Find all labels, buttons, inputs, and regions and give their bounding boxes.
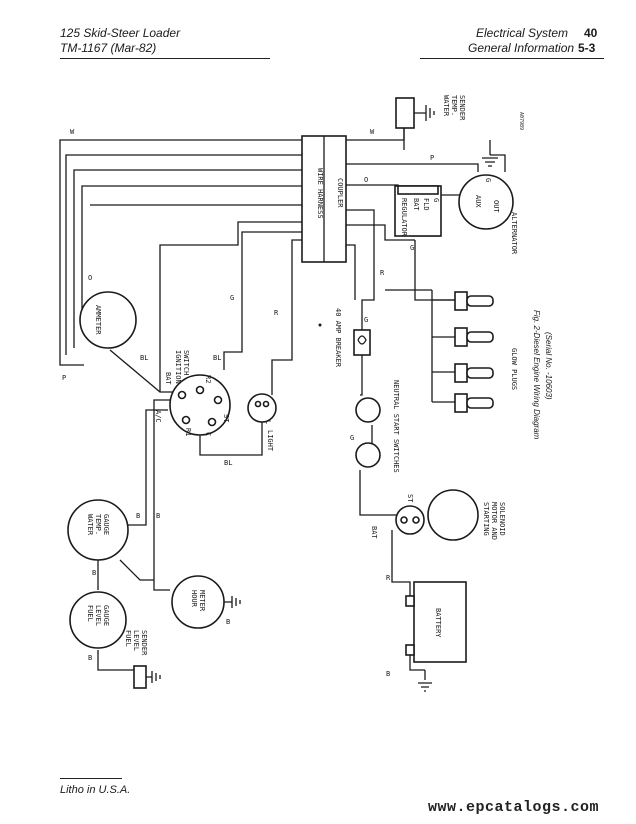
page-number: 5-3 [578, 41, 596, 55]
figure-caption [532, 310, 553, 440]
svg-text:G: G [350, 434, 355, 442]
svg-text:R: R [386, 574, 391, 582]
svg-text:G: G [484, 178, 492, 183]
breaker-label: 40 AMP BREAKER [334, 308, 342, 368]
svg-text:OUT: OUT [492, 200, 500, 213]
regulator-label: REGULATOR [400, 198, 408, 236]
alternator-label: ALTERNATOR [510, 212, 518, 255]
svg-text:MOTOR AND: MOTOR AND [490, 502, 498, 540]
svg-text:AUX: AUX [474, 195, 482, 208]
svg-text:BAT: BAT [412, 198, 420, 211]
svg-text:METER: METER [198, 590, 206, 612]
svg-text:B: B [226, 618, 231, 626]
manual-code: TM-1167 (Mar-82) [60, 41, 157, 55]
svg-text:FUEL: FUEL [86, 605, 94, 622]
svg-text:HOUR: HOUR [190, 590, 198, 607]
svg-text:LEVEL: LEVEL [132, 630, 140, 652]
svg-text:TEMP.: TEMP. [450, 95, 458, 117]
svg-text:P: P [430, 154, 435, 162]
svg-text:G: G [432, 198, 440, 203]
glow-plugs-label: GLOW PLUGS [510, 348, 518, 391]
wire-harness-label: WIRE HARNESS [316, 168, 324, 219]
svg-text:WATER: WATER [442, 95, 450, 117]
svg-text:(Serial No. -10603): (Serial No. -10603) [544, 332, 553, 400]
svg-text:BL: BL [224, 459, 233, 467]
svg-text:GAUGE: GAUGE [102, 605, 110, 627]
svg-text:P: P [62, 374, 67, 382]
wire-harness-coupler [302, 136, 346, 262]
svg-text:ST: ST [406, 494, 414, 503]
section-title: Electrical System [476, 26, 569, 40]
svg-text:IGNITION: IGNITION [174, 350, 182, 384]
svg-text:WATER: WATER [86, 514, 94, 536]
fuel-level-sender [124, 630, 160, 688]
ground-symbol [482, 140, 498, 166]
svg-text:Fig. 2-Diesel Engine Wiring Di: Fig. 2-Diesel Engine Wiring Diagram [532, 310, 541, 440]
svg-text:SENDER: SENDER [458, 95, 466, 121]
svg-text:C: C [204, 432, 212, 437]
svg-text:BL: BL [140, 354, 149, 362]
battery-label: BATTERY [434, 608, 442, 638]
ignition-switch [154, 350, 230, 436]
water-temp-gauge [68, 500, 128, 560]
svg-text:R2: R2 [204, 375, 212, 384]
footer-rule [60, 778, 122, 779]
svg-text:TEMP.: TEMP. [94, 514, 102, 536]
svg-text:STARTING: STARTING [482, 502, 490, 536]
ammeter-label: AMMETER [94, 305, 102, 335]
svg-text:FLD: FLD [422, 198, 430, 211]
svg-text:A/C: A/C [154, 410, 162, 423]
watermark: www.epcatalogs.com [428, 799, 600, 816]
svg-text:R1: R1 [184, 428, 192, 437]
svg-text:O: O [88, 274, 93, 282]
alternator [459, 175, 518, 255]
svg-text:R: R [274, 309, 279, 317]
svg-text:G: G [230, 294, 235, 302]
water-temp-sender [396, 95, 466, 128]
litho-note: Litho in U.S.A. [60, 784, 131, 796]
neutral-start-label: NEUTRAL START SWITCHES [392, 380, 400, 473]
svg-text:L: L [264, 420, 272, 425]
svg-text:SOLENOID: SOLENOID [498, 502, 506, 536]
coupler-label: COUPLER [336, 178, 344, 208]
svg-text:B: B [136, 512, 141, 520]
svg-text:BL: BL [213, 354, 222, 362]
light-label: LIGHT [266, 430, 274, 452]
fuel-level-gauge [70, 592, 126, 648]
svg-text:SENDER: SENDER [140, 630, 148, 656]
section-number: 40 [584, 26, 598, 40]
svg-text:GAUGE: GAUGE [102, 514, 110, 536]
svg-text:G: G [410, 244, 415, 252]
svg-text:B: B [88, 654, 93, 662]
svg-text:G: G [364, 316, 369, 324]
svg-text:W: W [70, 128, 75, 136]
regulator [395, 186, 441, 237]
svg-text:FUEL: FUEL [124, 630, 132, 647]
svg-text:ST: ST [222, 414, 230, 423]
svg-text:W: W [370, 128, 375, 136]
svg-text:R: R [380, 269, 385, 277]
figure-ref-code: A07989 [518, 112, 524, 131]
ammeter [80, 292, 136, 348]
svg-text:SWITCH: SWITCH [182, 350, 190, 376]
svg-text:BAT: BAT [370, 526, 378, 539]
svg-text:BAT: BAT [164, 372, 172, 385]
svg-text:B: B [156, 512, 161, 520]
manual-title: 125 Skid-Steer Loader [60, 26, 181, 40]
svg-text:B: B [386, 670, 391, 678]
svg-text:O: O [364, 176, 369, 184]
subsection-title: General Information [468, 41, 575, 55]
svg-text:LEVEL: LEVEL [94, 605, 102, 627]
glow-plugs [455, 292, 518, 412]
battery [406, 582, 466, 691]
svg-text:B: B [92, 569, 97, 577]
